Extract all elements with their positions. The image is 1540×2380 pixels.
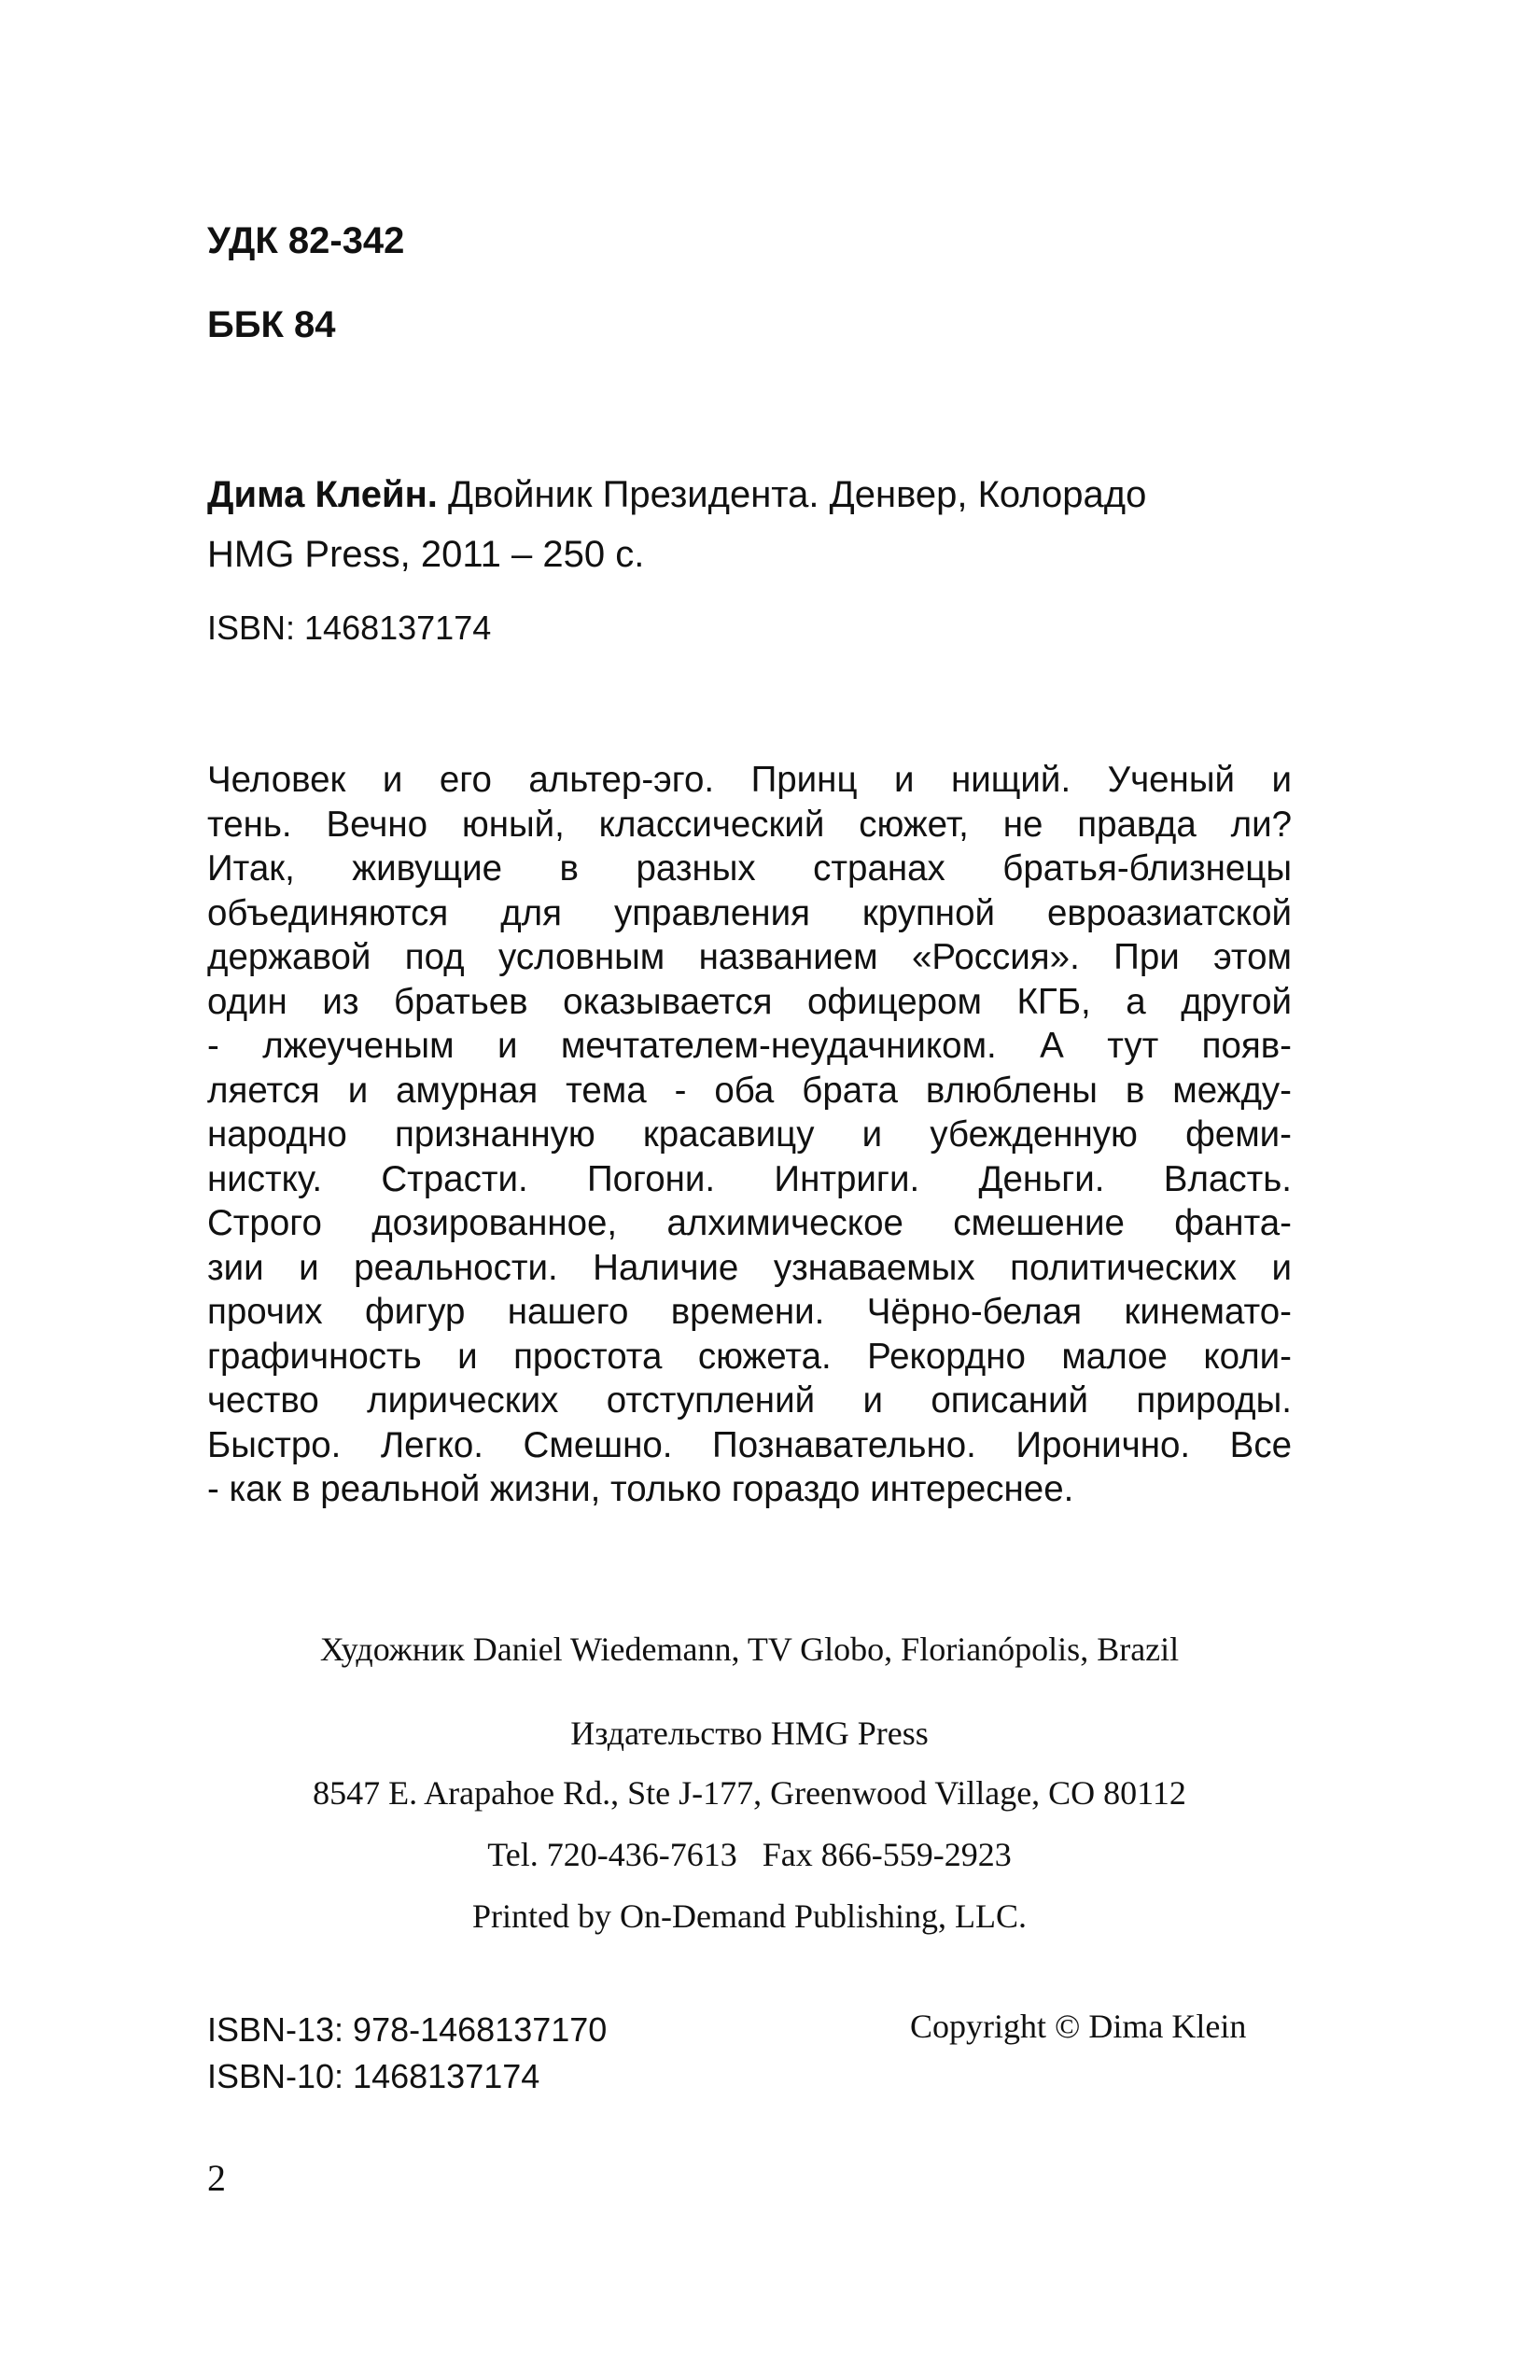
annotation-line: державой под условным названием «Россия». При этом <box>207 937 1292 977</box>
bibliographic-citation <box>207 465 1327 584</box>
annotation-paragraph <box>207 758 1292 1512</box>
copyright-notice: Copyright © Dima Klein <box>910 2008 1247 2045</box>
annotation-line: Итак, живущие в разных странах братья-близнецы <box>207 848 1292 889</box>
annotation-line: ляется и амурная тема - оба брата влюблены в между- <box>207 1070 1292 1111</box>
citation-title: Двойник Президента. Денвер, Колорадо <box>448 474 1147 515</box>
annotation-line: тень. Вечно юный, классический сюжет, не правда ли? <box>207 804 1292 845</box>
citation-publisher: HMG Press, 2011 – 250 с. <box>207 534 645 575</box>
annotation-line: Строго дозированное, алхимическое смешение фанта- <box>207 1203 1292 1243</box>
annotation-line: объединяются для управления крупной евроазиатской <box>207 892 1292 933</box>
publisher-name: Издательство HMG Press <box>570 1715 929 1752</box>
isbn-13: ISBN-13: 978-1468137170 <box>207 2010 608 2049</box>
publisher-address: 8547 E. Arapahoe Rd., Ste J-177, Greenwood Village, CO 80112 <box>313 1774 1186 1812</box>
annotation-line: один из братьев оказывается офицером КГБ, а другой <box>207 981 1292 1022</box>
page-number: 2 <box>207 2157 226 2199</box>
annotation-line: нистку. Страсти. Погони. Интриги. Деньги. Власть. <box>207 1158 1292 1199</box>
udk-code: УДК 82-342 <box>207 220 405 261</box>
annotation-line: прочих фигур нашего времени. Чёрно-белая кинемато- <box>207 1292 1292 1332</box>
isbn-block <box>207 2007 607 2100</box>
annotation-line: чество лирических отступлений и описаний природы. <box>207 1380 1292 1421</box>
publisher-phone-fax: Tel. 720-436-7613 Fax 866-559-2923 <box>487 1836 1012 1873</box>
annotation-line: - лжеученым и мечтателем-неудачником. А тут появ- <box>207 1026 1292 1066</box>
isbn-10: ISBN-10: 1468137174 <box>207 2057 540 2095</box>
annotation-line: Быстро. Легко. Смешно. Познавательно. Иронично. Все <box>207 1424 1292 1465</box>
annotation-line: Человек и его альтер-эго. Принц и нищий. Ученый и <box>207 760 1292 800</box>
annotation-line: графичность и простота сюжета. Рекордно малое коли- <box>207 1336 1292 1377</box>
artist-credit: Художник Daniel Wiedemann, TV Globo, Florianópolis, Brazil <box>319 1631 1180 1668</box>
citation-author: Дима Клейн. <box>207 474 438 515</box>
annotation-line: народно признанную красавицу и убежденную феми- <box>207 1114 1292 1155</box>
printed-by: Printed by On-Demand Publishing, LLC. <box>472 1897 1027 1935</box>
annotation-line: зии и реальности. Наличие узнаваемых политических и <box>207 1247 1292 1288</box>
bbk-code: ББК 84 <box>207 304 336 345</box>
isbn-main: ISBN: 1468137174 <box>207 609 492 647</box>
annotation-line: - как в реальной жизни, только гораздо интереснее. <box>207 1469 1074 1509</box>
